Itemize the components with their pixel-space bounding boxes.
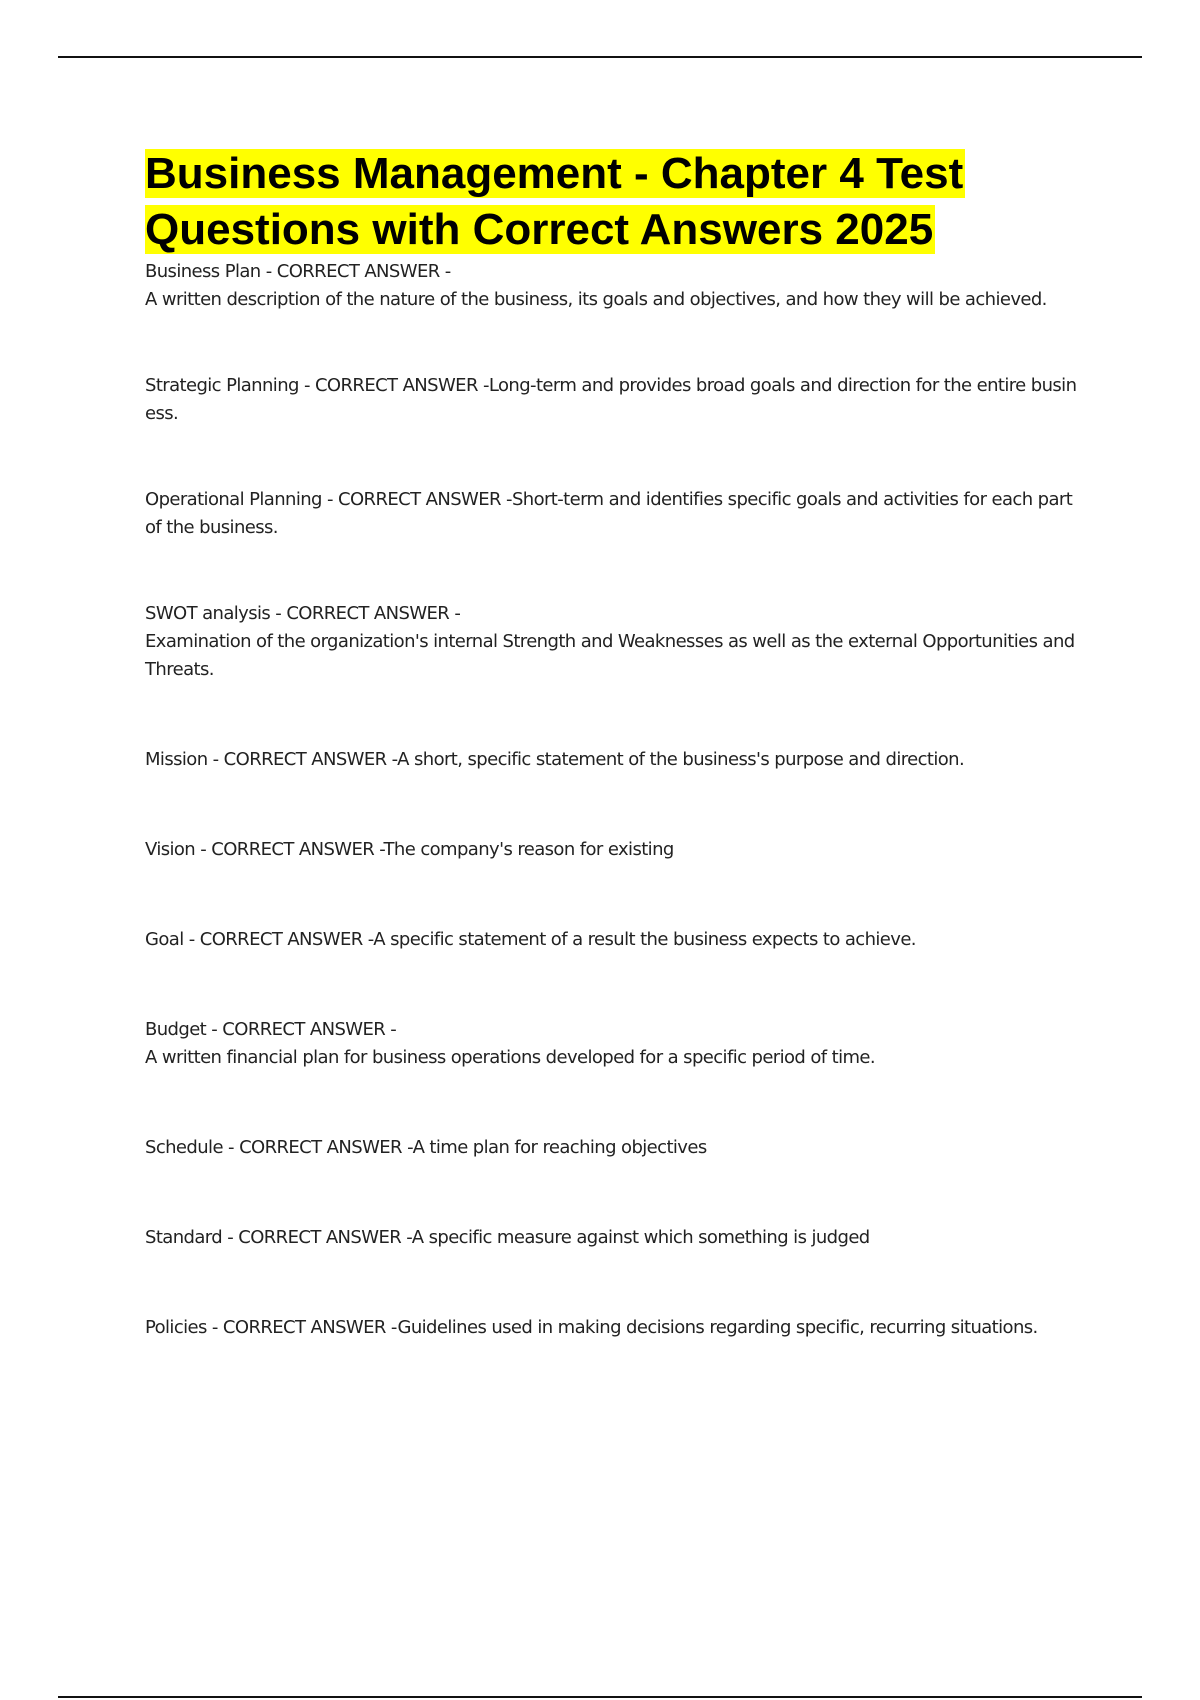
qa-definition: Short-term and identifies specific goals and activities for each part of the business. <box>145 489 1073 538</box>
qa-definition: A specific measure against which something is judged <box>411 1227 870 1248</box>
document-body <box>145 146 1085 1342</box>
qa-marker: CORRECT ANSWER <box>222 1317 386 1338</box>
qa-definition: A time plan for reaching objectives <box>412 1137 707 1158</box>
qa-term: Vision <box>145 839 196 860</box>
qa-entry-goal: Goal - CORRECT ANSWER -A specific statement of a result the business expects to achieve. <box>145 929 916 950</box>
qa-definition: The company's reason for existing <box>383 839 674 860</box>
qa-entry-budget: Budget - CORRECT ANSWER - A written financial plan for business operations developed for a specific period of time. <box>145 1019 876 1068</box>
qa-marker: CORRECT ANSWER <box>238 1227 402 1248</box>
qa-definition: A short, specific statement of the business's purpose and direction. <box>397 749 965 770</box>
qa-entry-mission: Mission - CORRECT ANSWER -A short, specific statement of the business's purpose and direction. <box>145 749 965 770</box>
qa-entry-business-plan: Business Plan - CORRECT ANSWER - A written description of the nature of the business, its goals and objectives, and how they will be achieved. <box>145 261 1047 310</box>
header-rule <box>58 56 1142 58</box>
qa-definition: A written financial plan for business operations developed for a specific period of time. <box>145 1047 876 1068</box>
qa-term: Business Plan <box>145 261 261 282</box>
qa-definition: Examination of the organization's internal Strength and Weaknesses as well as the external Opportunities and Threats. <box>145 631 1075 680</box>
qa-definition: A written description of the nature of the business, its goals and objectives, and how they will be achieved. <box>145 289 1047 310</box>
qa-term: Schedule <box>145 1137 223 1158</box>
qa-marker: CORRECT ANSWER <box>199 929 363 950</box>
qa-term: Budget <box>145 1019 207 1040</box>
qa-marker: CORRECT ANSWER <box>222 1019 386 1040</box>
qa-definition: Guidelines used in making decisions regarding specific, recurring situations. <box>397 1317 1038 1338</box>
qa-entry-standard: Standard - CORRECT ANSWER -A specific measure against which something is judged <box>145 1227 870 1248</box>
qa-definition: Long-term and provides broad goals and direction for the entire business. <box>145 375 1077 424</box>
qa-definition: A specific statement of a result the business expects to achieve. <box>373 929 916 950</box>
qa-list <box>145 258 1085 1342</box>
qa-term: Mission <box>145 749 208 770</box>
qa-term: Policies <box>145 1317 207 1338</box>
qa-term: Standard <box>145 1227 223 1248</box>
qa-term: Strategic Planning <box>145 375 299 396</box>
qa-entry-schedule: Schedule - CORRECT ANSWER -A time plan for reaching objectives <box>145 1137 707 1158</box>
qa-term: Goal <box>145 929 184 950</box>
qa-entry-operational-planning: Operational Planning - CORRECT ANSWER -Short-term and identifies specific goals and activities for each part of the business. <box>145 489 1073 538</box>
document-title <box>145 146 1085 258</box>
qa-marker: CORRECT ANSWER <box>239 1137 402 1158</box>
qa-marker: CORRECT ANSWER <box>276 261 440 282</box>
qa-marker: CORRECT ANSWER <box>286 603 450 624</box>
title-line-2: Questions with Correct Answers 2025 <box>145 205 934 254</box>
qa-term: SWOT analysis <box>145 603 271 624</box>
footer-rule <box>58 1696 1142 1698</box>
qa-entry-swot-analysis: SWOT analysis - CORRECT ANSWER - Examination of the organization's internal Strength and Weaknesses as well as the external Opportunities and Threats. <box>145 603 1075 680</box>
qa-marker: CORRECT ANSWER <box>211 839 375 860</box>
title-highlight <box>145 149 965 254</box>
qa-marker: CORRECT ANSWER <box>314 375 478 396</box>
qa-entry-vision: Vision - CORRECT ANSWER -The company's reason for existing <box>145 839 674 860</box>
qa-entry-policies: Policies - CORRECT ANSWER -Guidelines used in making decisions regarding specific, recurring situations. <box>145 1317 1038 1338</box>
qa-marker: CORRECT ANSWER <box>223 749 387 770</box>
title-line-1: Business Management - Chapter 4 Test <box>145 149 964 198</box>
qa-entry-strategic-planning: Strategic Planning - CORRECT ANSWER -Long-term and provides broad goals and direction for the entire business. <box>145 375 1077 424</box>
qa-marker: CORRECT ANSWER <box>338 489 501 510</box>
qa-term: Operational Planning <box>145 489 322 510</box>
